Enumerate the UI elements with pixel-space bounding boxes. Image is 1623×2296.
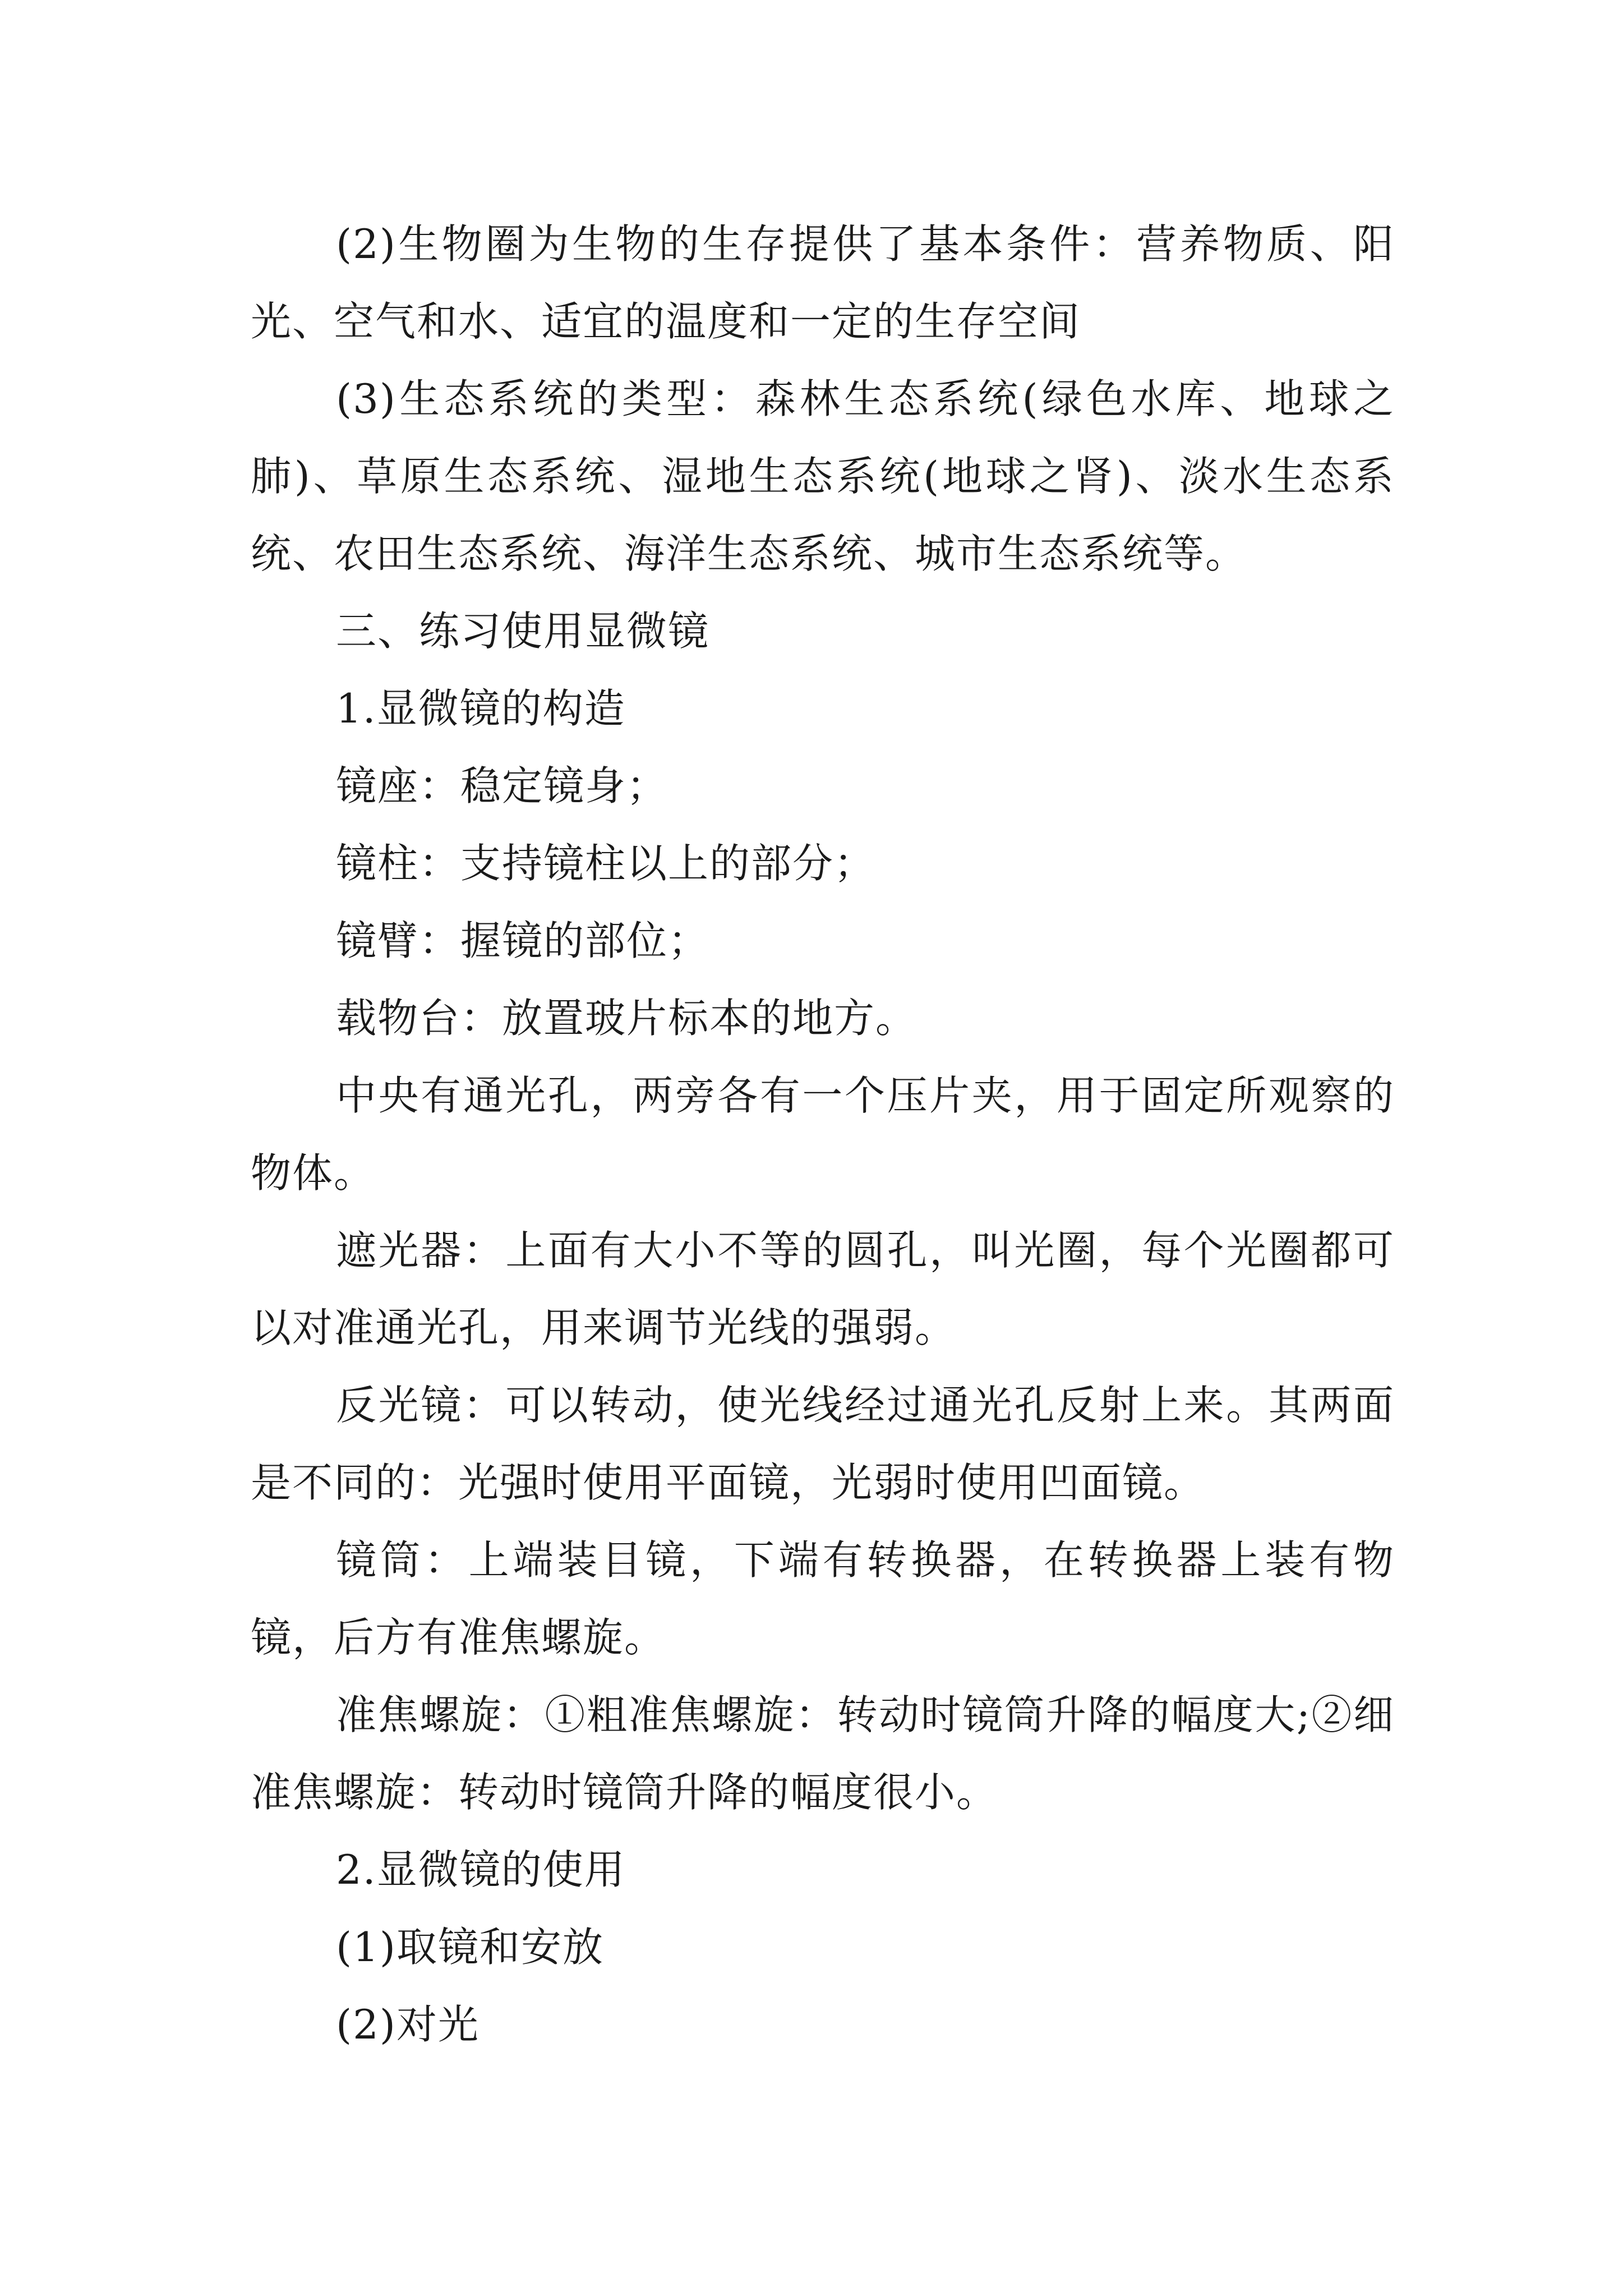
paragraph-arm: 镜臂：握镜的部位；: [336, 917, 710, 964]
paragraph-ecosystem-types: (3)生态系统的类型：森林生态系统(绿色水库、地球之肺)、草原生态系统、湿地生态系统(地球之肾)、淡水生态系统、农田生态系统、海洋生态系统、城市生态系统等。: [251, 375, 1395, 577]
paragraph-mirror: 反光镜：可以转动，使光线经过通光孔反射上来。其两面是不同的：光强时使用平面镜，光弱时使用凹面镜。: [251, 1382, 1395, 1506]
paragraph-step-1: (1)取镜和安放: [336, 1924, 604, 1971]
paragraph-diaphragm: 遮光器：上面有大小不等的圆孔，叫光圈，每个光圈都可以对准通光孔，用来调节光线的强弱。: [251, 1227, 1395, 1351]
paragraph-focus-knobs: 准焦螺旋：①粗准焦螺旋：转动时镜筒升降的幅度大;②细准焦螺旋：转动时镜筒升降的幅度很小。: [251, 1691, 1395, 1816]
paragraph-stage-hole: 中央有通光孔，两旁各有一个压片夹，用于固定所观察的物体。: [251, 1072, 1395, 1197]
subheading-microscope-usage: 2.显微镜的使用: [336, 1846, 626, 1893]
paragraph-base: 镜座：稳定镜身；: [336, 762, 668, 809]
paragraph-stage: 载物台：放置玻片标本的地方。: [336, 995, 917, 1042]
paragraph-pillar: 镜柱：支持镜柱以上的部分；: [336, 840, 876, 887]
paragraph-biosphere-conditions: (2)生物圈为生物的生存提供了基本条件：营养物质、阳光、空气和水、适宜的温度和一定的生存空间: [251, 220, 1395, 345]
subheading-microscope-structure: 1.显微镜的构造: [336, 685, 626, 732]
section-heading-microscope: 三、练习使用显微镜: [336, 608, 710, 655]
paragraph-tube: 镜筒：上端装目镜，下端有转换器，在转换器上装有物镜，后方有准焦螺旋。: [251, 1536, 1395, 1661]
paragraph-step-2: (2)对光: [336, 2001, 479, 2048]
document-page: [251, 205, 1395, 2063]
